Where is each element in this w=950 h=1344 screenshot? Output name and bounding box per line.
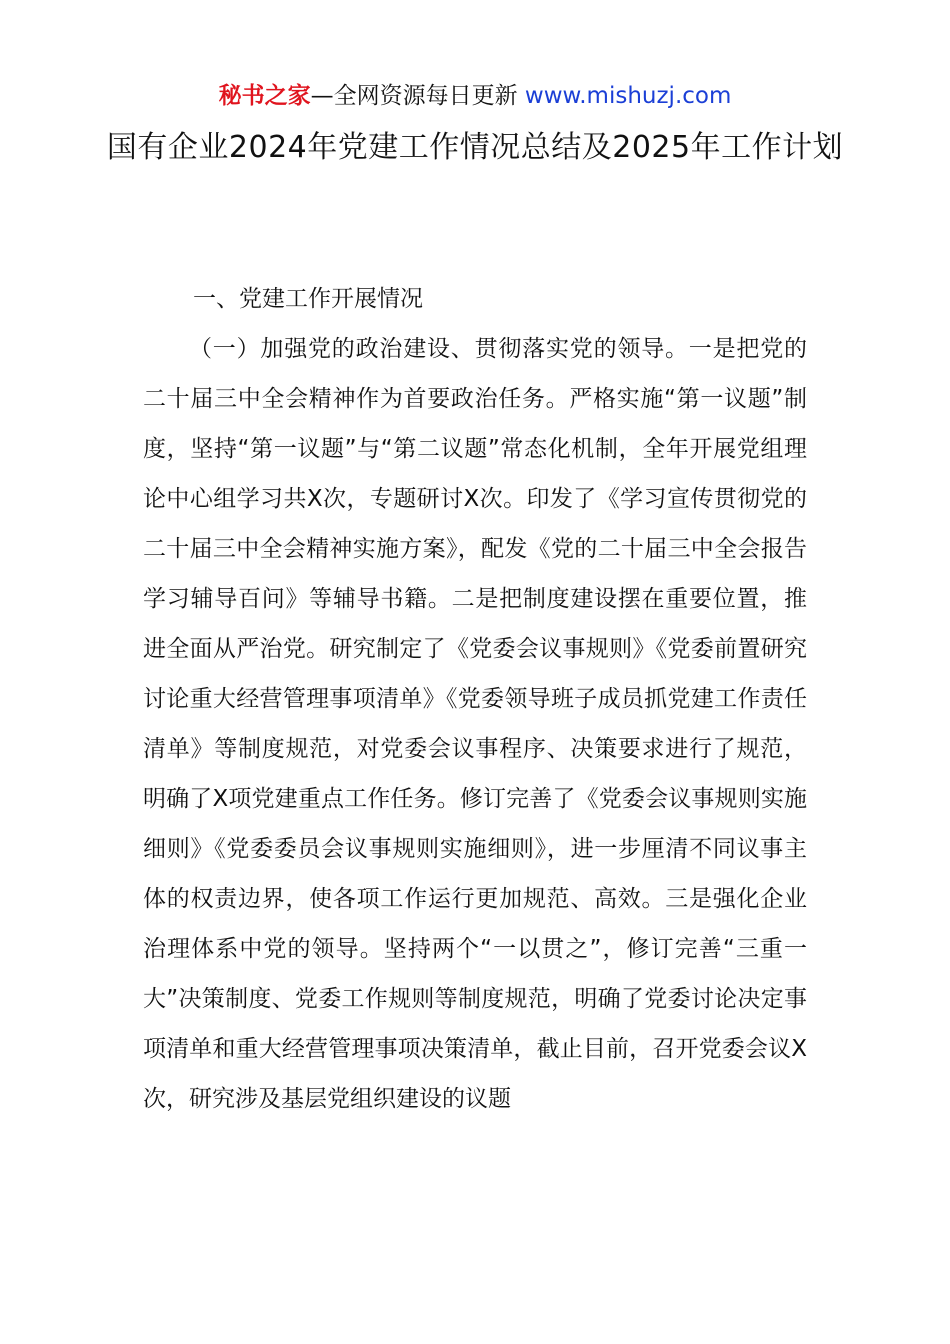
section-heading: 一、党建工作开展情况 (193, 286, 423, 312)
watermark-url[interactable]: www.mishuzj.com (524, 83, 732, 109)
watermark-brand: 秘书之家 (218, 83, 311, 109)
watermark-banner (0, 80, 950, 112)
body-paragraph: （一）加强党的政治建设、贯彻落实党的领导。一是把党的二十届三中全会精神作为首要政治任务。严格实施“第一议题”制度，坚持“第一议题”与“第二议题”常态化机制，全年开展党组理论中心组学习共X次，专题研讨X次。印发了《学习宣传贯彻党的二十届三中全会精神实施方案》，配发《党的二十届三中全会报告学习辅导百问》等辅导书籍。二是把制度建设摆在重要位置，推进全面从严治党。研究制定了《党委会议事规则》《党委前置研究讨论重大经营管理事项清单》《党委领导班子成员抓党建工作责任清单》等制度规范，对党委会议事程序、决策要求进行了规范，明确了X项党建重点工作任务。修订完善了《党委会议事规则实施细则》《党委委员会议事规则实施细则》，进一步厘清不同议事主体的权责边界，使各项工作运行更加规范、高效。三是强化企业治理体系中党的领导。坚持两个“一以贯之”，修订完善“三重一大”决策制度、党委工作规则等制度规范，明确了党委讨论决定事项清单和重大经营管理事项决策清单，截止目前，召开党委会议X次，研究涉及基层党组织建设的议题 (143, 336, 807, 1112)
watermark-tagline: —全网资源每日更新 (310, 83, 518, 109)
document-body (143, 274, 807, 1124)
document-title: 国有企业2024年党建工作情况总结及2025年工作计划 (106, 130, 844, 165)
